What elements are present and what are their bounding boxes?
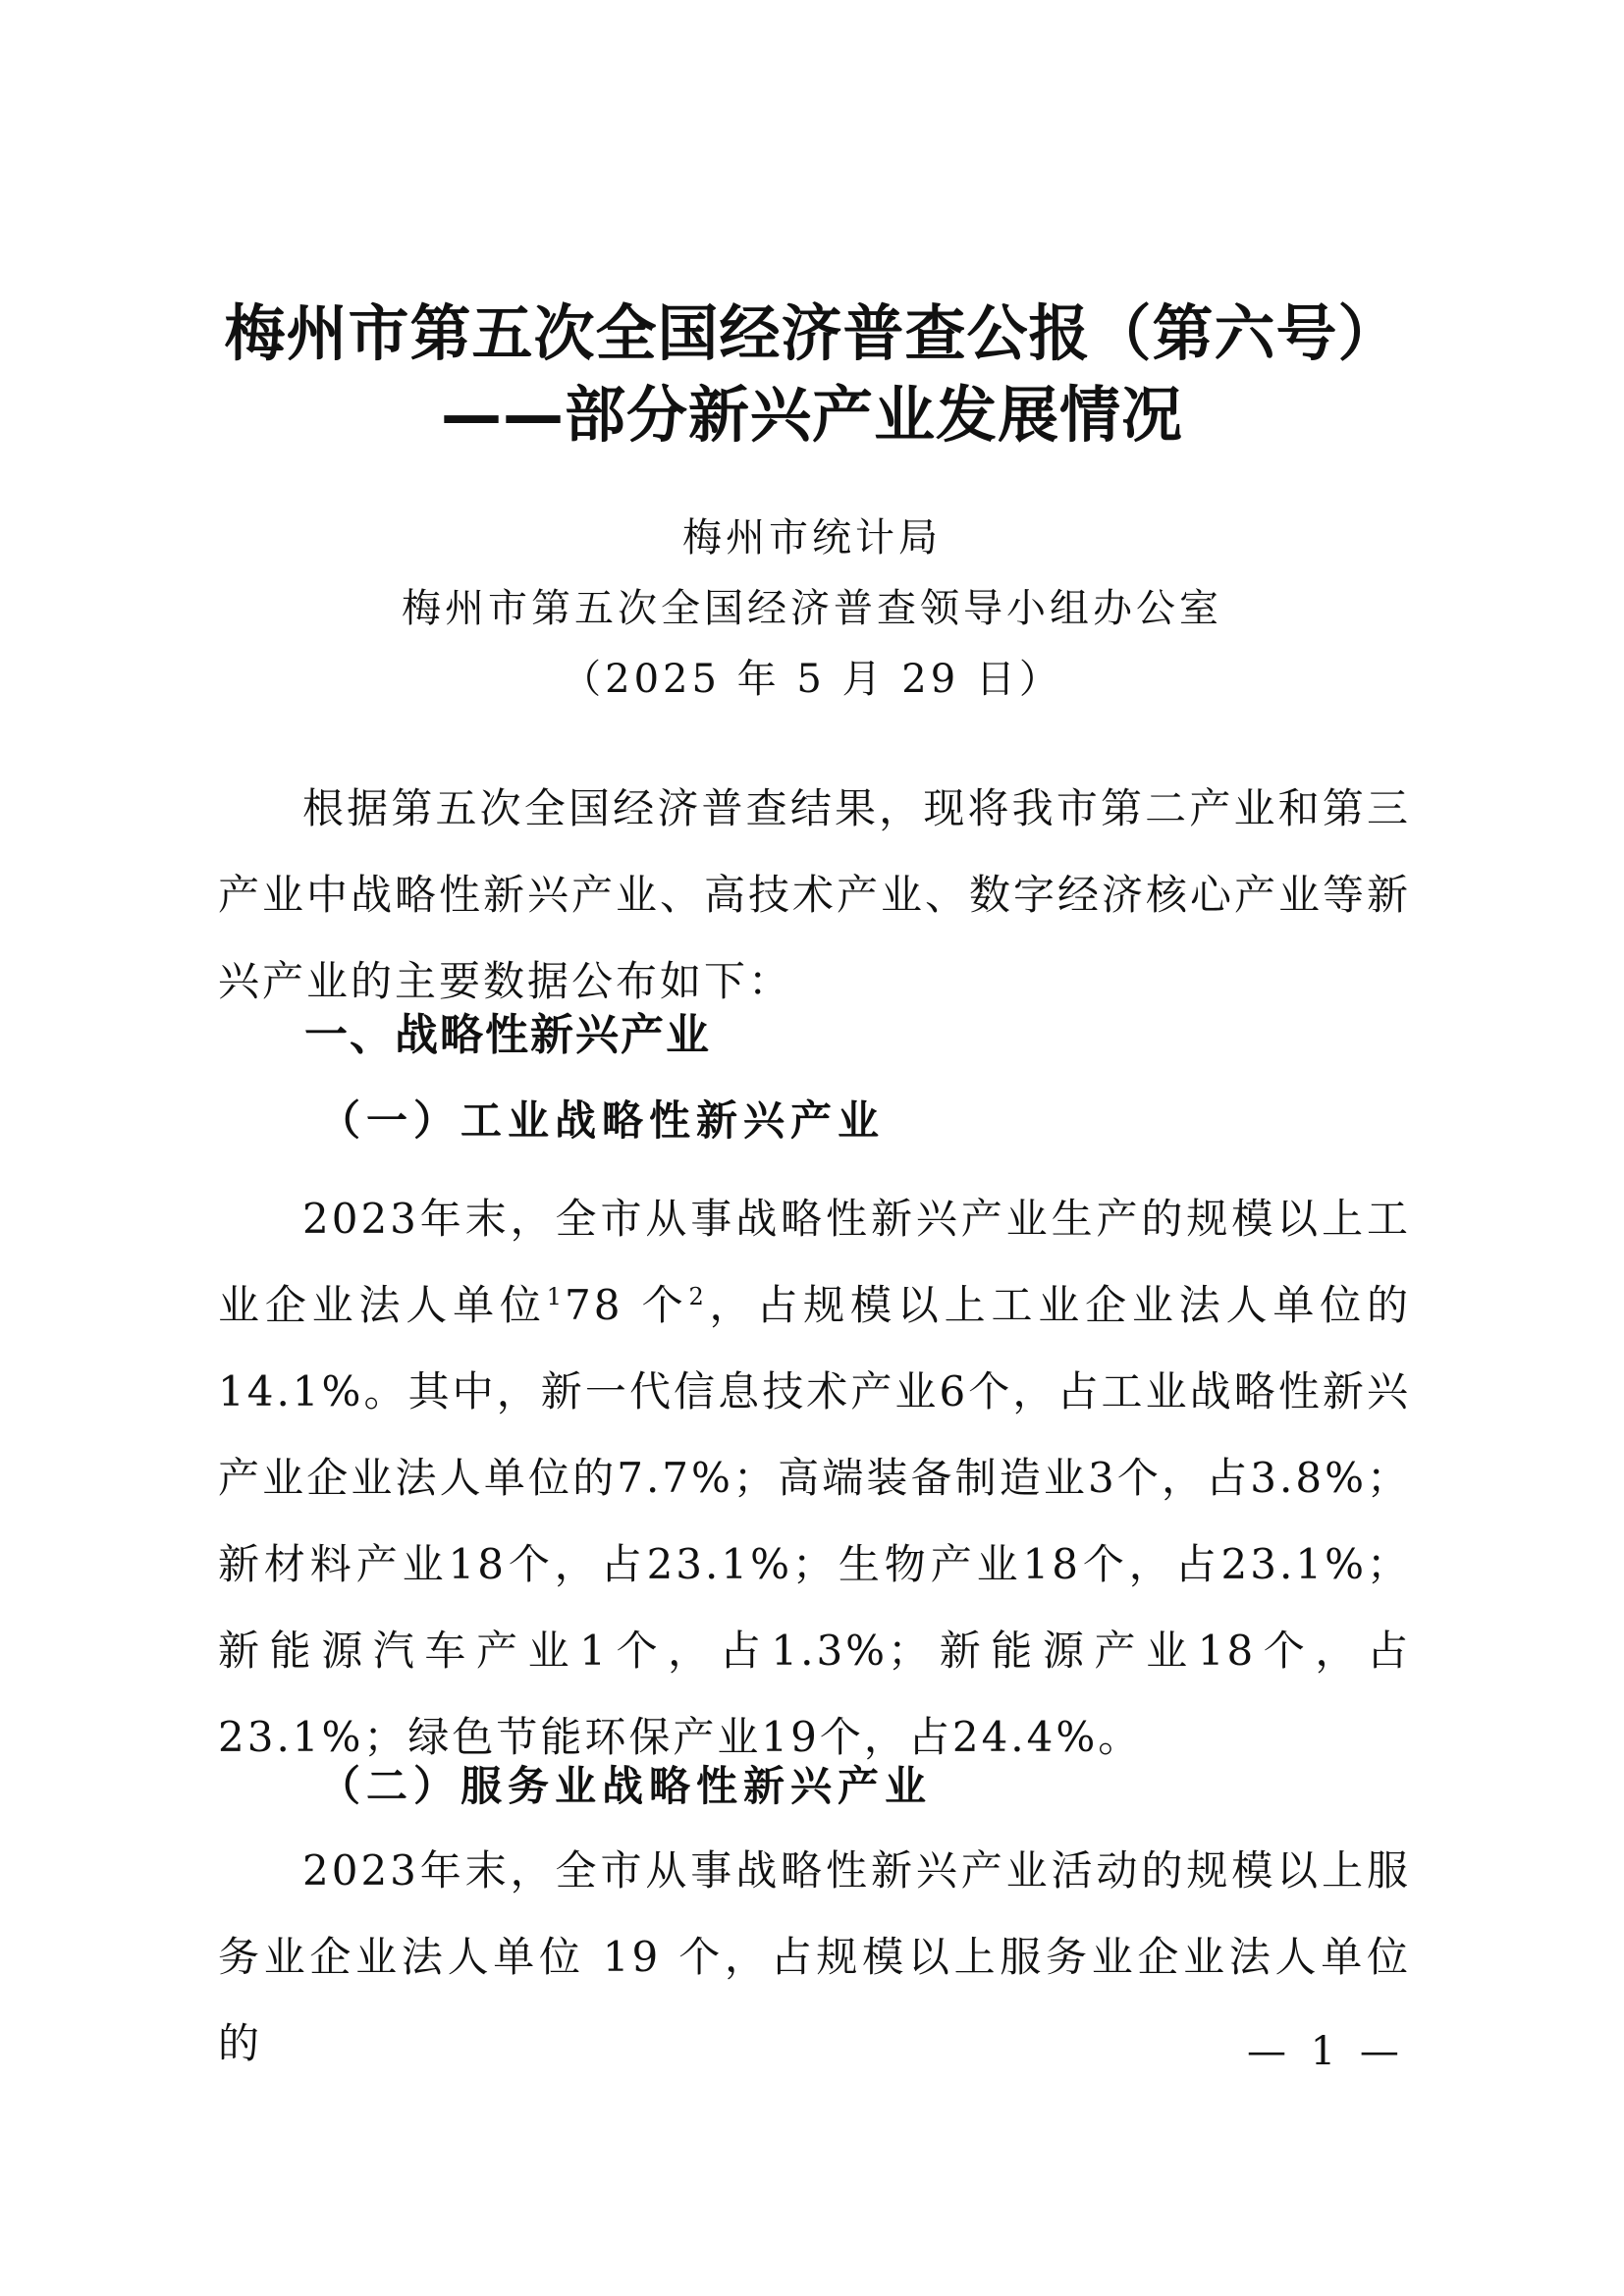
intro-paragraph: 根据第五次全国经济普查结果，现将我市第二产业和第三产业中战略性新兴产业、高技术产业、数字经济核心产业等新兴产业的主要数据公布如下： <box>218 784 1412 1005</box>
issuer-bureau: 梅州市统计局 <box>682 515 942 561</box>
subsection-heading-industry: （一）工业战略性新兴产业 <box>319 1096 886 1145</box>
industry-text-c: ，占规模以上工业企业法人单位的14.1%。其中，新一代信息技术产业6个，占工业战略性新兴产业企业法人单位的7.7%；高端装备制造业3个，占3.8%；新材料产业18个，占23.1%；生物产业18个，占23.1%；新能源汽车产业1个，占1.3%；新能源产业18个，占23.1%；绿色节能环保产业19个，占24.4%。 <box>218 1281 1411 1761</box>
footnote-marker-2: 2 <box>688 1283 707 1310</box>
section-heading: 一、战略性新兴产业 <box>304 1010 711 1060</box>
page-number: — 1 — <box>1247 2029 1405 2074</box>
industry-text-a: 2023年末，全市从事战略性新兴产业生产的规模以上工业企业法人单位 <box>218 1195 1411 1329</box>
industry-paragraph <box>218 1176 1411 1781</box>
document-subtitle: ——部分新兴产业发展情况 <box>440 379 1183 451</box>
footnote-marker-1: 1 <box>546 1283 566 1310</box>
issue-date: （2025 年 5 月 29 日） <box>562 657 1062 702</box>
services-paragraph: 2023年末，全市从事战略性新兴产业活动的规模以上服务业企业法人单位 19 个，占规模以上服务业企业法人单位的 <box>218 1846 1411 2067</box>
subsection-heading-services: （二）服务业战略性新兴产业 <box>319 1762 933 1810</box>
document-title: 梅州市第五次全国经济普查公报（第六号） <box>224 297 1400 369</box>
issuer-office: 梅州市第五次全国经济普查领导小组办公室 <box>402 586 1222 631</box>
industry-text-b: 78 个 <box>565 1281 689 1329</box>
